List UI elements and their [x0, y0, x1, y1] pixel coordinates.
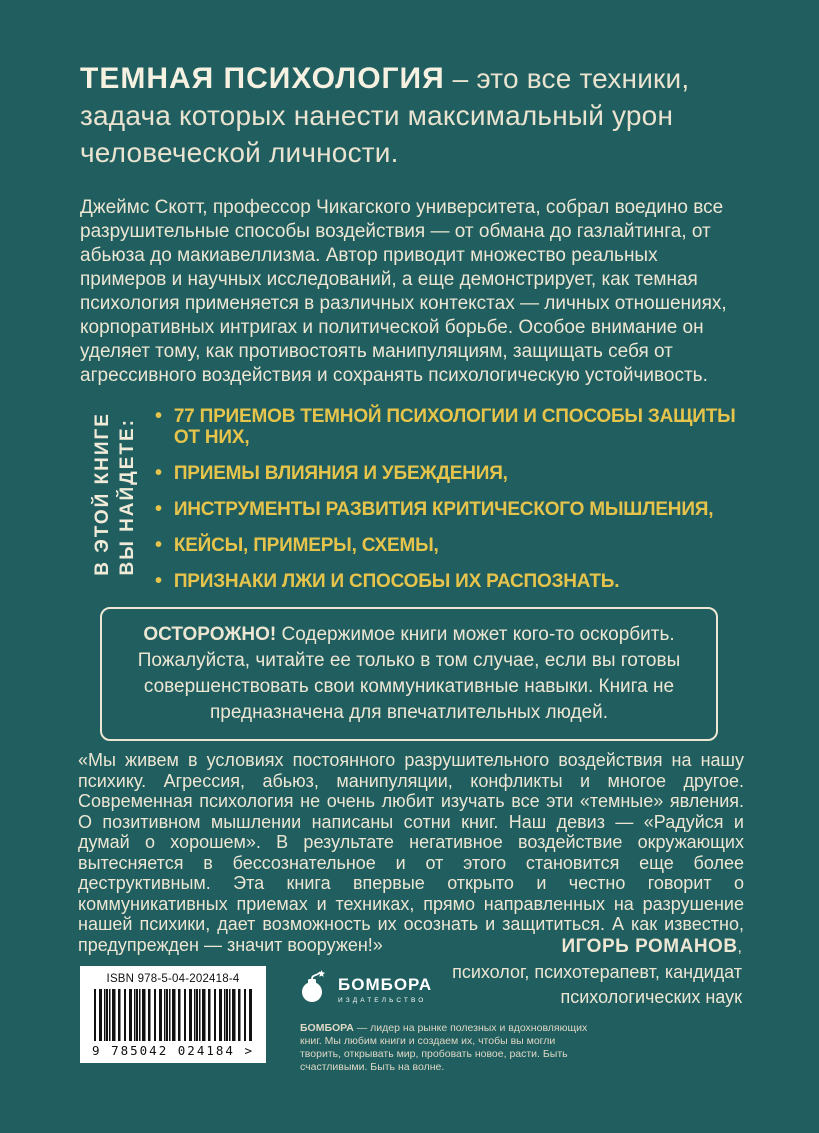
- quote-paragraph: «Мы живем в условиях постоянного разрушительного воздействия на нашу психику. Агрессия, абьюз, манипуляции, конфликты и многое другое. Современная психология не очень любит изучать все эти «темные» явления. О позитивном мышлении написаны сотни книг. Наш девиз — «Радуйся и думай о хорошем». В результате негативное воздействие окружающих вытесняется в бессознательное и от этого становится еще более деструктивным. Эта книга впервые открыто и честно говорит о коммуникативных приемах и техниках, прямо направленных на разрушение нашей психики, дает возможность их осознать и защититься. А как известно, предупрежден — значит вооружен!»: [78, 750, 744, 955]
- feature-item: [155, 499, 747, 520]
- warning-emphasis: ОСТОРОЖНО!: [143, 624, 277, 645]
- feature-item-text: ПРИЗНАКИ ЛЖИ И СПОСОБЫ ИХ РАСПОЗНАТЬ.: [173, 571, 620, 592]
- attribution: [452, 936, 742, 1008]
- features-vertical-label-line2: ВЫ НАЙДЕТЕ:: [117, 418, 138, 576]
- feature-item-text: 77 ПРИЕМОВ ТЕМНОЙ ПСИХОЛОГИИ И СПОСОБЫ ЗАЩИТЫ ОТ НИХ,: [173, 406, 736, 448]
- features-vertical-label-line1: В ЭТОЙ КНИГЕ: [92, 412, 113, 576]
- publisher-blurb: [300, 1022, 598, 1074]
- attribution-name-line: [452, 936, 742, 958]
- attribution-comma: ,: [737, 939, 742, 956]
- bomb-icon: [300, 970, 330, 1009]
- attribution-title-line1: психолог, психотерапевт, кандидат: [452, 962, 742, 982]
- publisher-tagline: ИЗДАТЕЛЬСТВО: [338, 997, 427, 1004]
- barcode-digits: 9 785042 024184 >: [92, 1043, 254, 1058]
- bullet-icon: •: [155, 534, 162, 556]
- warning-text: Содержимое книги может кого-то оскорбить. Пожалуйста, читайте ее только в том случае, если вы готовы совершенствовать свои коммуникативные навыки. Книга не предназначена для впечатлительных людей.: [137, 624, 681, 723]
- bullet-icon: •: [155, 498, 162, 520]
- headline-title: ТЕМНАЯ ПСИХОЛОГИЯ: [80, 62, 445, 95]
- feature-item: [155, 463, 747, 484]
- publisher-name: БОМБОРА: [338, 975, 433, 994]
- isbn-label: ISBN 978-5-04-202418-4: [106, 973, 240, 985]
- warning-box: [100, 607, 718, 741]
- headline-subtitle: – это все техники, задача которых нанести максимальный урон человеческой личности.: [80, 63, 690, 168]
- attribution-title-line2: психологических наук: [560, 987, 742, 1007]
- feature-item: [155, 571, 747, 592]
- headline: [80, 60, 756, 171]
- publisher-wordmark: [338, 975, 432, 1004]
- publisher-logo: [300, 970, 432, 1009]
- intro-paragraph: Джеймс Скотт, профессор Чикагского университета, собрал воедино все разрушительные способы воздействия — от обмана до газлайтинга, от абьюза до макиавеллизма. Автор приводит множество реальных примеров и научных исследований, а еще демонстрирует, как темная психология применяется в различных контекстах — личных отношениях, корпоративных интригах и политической борьбе. Особое внимание он уделяет тому, как противостоять манипуляциям, защищать себя от агрессивного воздействия и сохранять психологическую устойчивость.: [80, 197, 727, 386]
- feature-item-text: ПРИЕМЫ ВЛИЯНИЯ И УБЕЖДЕНИЯ,: [173, 463, 508, 484]
- isbn-barcode: [80, 966, 266, 1063]
- feature-item: [155, 535, 747, 556]
- features-vertical-label: [92, 404, 139, 576]
- attribution-name: ИГОРЬ РОМАНОВ: [561, 936, 738, 957]
- feature-item: [155, 406, 747, 448]
- bullet-icon: •: [155, 570, 162, 592]
- feature-item-text: ИНСТРУМЕНТЫ РАЗВИТИЯ КРИТИЧЕСКОГО МЫШЛЕНИЯ,: [173, 499, 714, 520]
- bullet-icon: •: [155, 405, 162, 427]
- feature-item-text: КЕЙСЫ, ПРИМЕРЫ, СХЕМЫ,: [173, 535, 439, 556]
- bullet-icon: •: [155, 462, 162, 484]
- barcode-bars-image: [94, 989, 252, 1041]
- features-list: [155, 406, 747, 607]
- publisher-blurb-bold: БОМБОРА: [300, 1022, 354, 1034]
- publisher-blurb-rest: — лидер на рынке полезных и вдохновляющих книг. Мы любим книги и создаем их, чтобы вы могли творить, открывать мир, пробовать новое, расти. Быть счастливыми. Быть на волне.: [300, 1022, 588, 1073]
- features-section: [92, 404, 747, 607]
